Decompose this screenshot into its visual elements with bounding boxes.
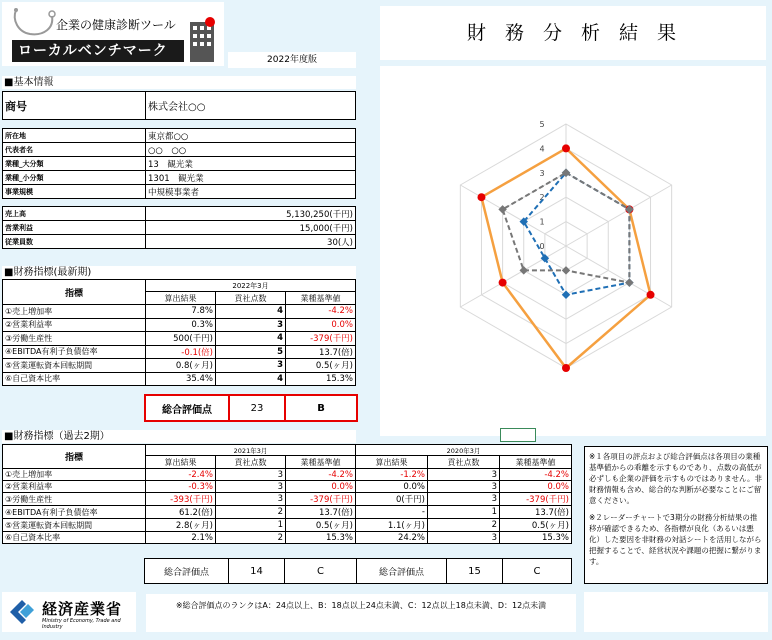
- financial-summary-table: [2, 206, 356, 249]
- past-indicator-name: ③労働生産性: [3, 493, 146, 506]
- radar-series-marker: [562, 144, 570, 152]
- latest-total-label: 総合評価点: [145, 395, 229, 421]
- blank-panel: [584, 592, 768, 632]
- past-row: [3, 493, 572, 506]
- radar-series-marker: [647, 291, 655, 299]
- latest-result: -0.1(倍): [146, 345, 216, 359]
- result-title: 財務分析結果: [380, 6, 766, 60]
- latest-result: 500(千円): [146, 332, 216, 346]
- latest-col-result: 算出結果: [146, 292, 216, 305]
- latest-period: 2022年3月: [146, 280, 356, 292]
- radar-scale-label: 3: [539, 168, 545, 178]
- past-b-col-bench: 業種基準値: [500, 456, 572, 469]
- latest-result: 0.8(ヶ月): [146, 359, 216, 373]
- past-a-bench: -379(千円): [286, 493, 356, 506]
- latest-score: 3: [216, 359, 286, 373]
- past-indicator-name: ⑤営業運転資本回転期間: [3, 519, 146, 532]
- past-b-score: 3: [428, 481, 500, 493]
- past-indicator-name: ④EBITDA有利子負債倍率: [3, 506, 146, 519]
- note-2: ※２レーダーチャートで3期分の財務分析結果の推移が確認できるため、各指標が良化（あるいは悪化）した要因を非財務の対話シートを活用しながら把握することで、経営状況や課題の把握に繋がります。: [589, 513, 762, 566]
- latest-bench: 13.7(倍): [286, 345, 356, 359]
- latest-section-title: ■財務指標(最新期): [2, 266, 356, 279]
- past-b-col-result: 算出結果: [356, 456, 428, 469]
- past-section-title: ■財務指標（過去2期）: [2, 430, 356, 443]
- past-b-bench: 0.5(ヶ月): [500, 519, 572, 532]
- past-b-total-label: 総合評価点: [357, 559, 447, 584]
- address-value: 東京都○○: [146, 129, 356, 143]
- latest-bench: -4.2%: [286, 305, 356, 319]
- past-b-result: -: [356, 506, 428, 519]
- past-b-result: 0(千円): [356, 493, 428, 506]
- selected-cell[interactable]: [500, 428, 536, 442]
- past-a-result: -0.3%: [146, 481, 216, 493]
- latest-bench: 0.5(ヶ月): [286, 359, 356, 373]
- rank-footnote: ※総合評価点のランクはA：24点以上、B：18点以上24点未満、C：12点以上18点未満、D：12点未満: [146, 594, 576, 632]
- past-a-score: 2: [216, 506, 286, 519]
- radar-series-marker: [477, 193, 485, 201]
- radar-scale-label: 0: [539, 242, 545, 251]
- past-indicators-table: [2, 444, 572, 544]
- past-a-col-bench: 業種基準値: [286, 456, 356, 469]
- radar-series-marker: [562, 266, 570, 274]
- meti-logo: [2, 592, 136, 632]
- building-icon: [188, 16, 216, 62]
- radar-series-marker: [562, 364, 570, 372]
- latest-col-score: 貢社点数: [216, 292, 286, 305]
- address-label: 所在地: [3, 129, 146, 143]
- latest-result: 7.8%: [146, 305, 216, 319]
- past-a-total-score: 14: [229, 559, 285, 584]
- radar-svg: [380, 66, 766, 436]
- radar-series-marker: [562, 291, 570, 299]
- past-b-bench: 13.7(倍): [500, 506, 572, 519]
- past-a-bench: 13.7(倍): [286, 506, 356, 519]
- latest-total-table: [144, 394, 358, 422]
- past-a-result: -393(千円): [146, 493, 216, 506]
- past-a-score: 3: [216, 481, 286, 493]
- latest-bench: 15.3%: [286, 372, 356, 386]
- past-b-bench: 15.3%: [500, 532, 572, 544]
- radar-scale-label: 4: [539, 144, 545, 154]
- past-a-score: 2: [216, 532, 286, 544]
- logo: [2, 2, 224, 66]
- latest-score: 4: [216, 332, 286, 346]
- past-row: [3, 469, 572, 481]
- latest-col-index: 指標: [3, 280, 146, 305]
- latest-result: 0.3%: [146, 318, 216, 332]
- radar-series-marker: [541, 254, 549, 262]
- industry-major-label: 業種_大分類: [3, 157, 146, 171]
- past-b-result: 24.2%: [356, 532, 428, 544]
- latest-row: [3, 345, 356, 359]
- past-b-bench: -4.2%: [500, 469, 572, 481]
- radar-scale-label: 5: [539, 120, 545, 129]
- radar-chart: [380, 66, 766, 436]
- past-b-total-rank: C: [503, 559, 572, 584]
- radar-series-marker: [625, 278, 633, 286]
- past-b-total-score: 15: [447, 559, 503, 584]
- past-a-col-result: 算出結果: [146, 456, 216, 469]
- latest-indicator-name: ⑥自己資本比率: [3, 372, 146, 386]
- past-a-result: -2.4%: [146, 469, 216, 481]
- latest-row: [3, 318, 356, 332]
- business-scale-label: 事業規模: [3, 185, 146, 199]
- basic-section-title: ■基本情報: [2, 76, 356, 89]
- edition-label: 2022年度版: [228, 52, 356, 68]
- note-1: ※１各項目の評点および総合評価点は各項目の業種基準値からの乖離を示すものであり、点数の高低が必ずしも企業の評価を示すものではありません。非財務情報も含め、総合的な判断が必要なことにご留意ください。: [589, 452, 762, 505]
- past-a-result: 2.1%: [146, 532, 216, 544]
- past-b-score: 3: [428, 493, 500, 506]
- employees-value: 30(人): [146, 235, 356, 249]
- latest-indicator-name: ②営業利益率: [3, 318, 146, 332]
- past-a-bench: 0.5(ヶ月): [286, 519, 356, 532]
- latest-row: [3, 372, 356, 386]
- company-table: [2, 91, 356, 120]
- radar-axis-line: [566, 185, 672, 246]
- past-b-result: -1.2%: [356, 469, 428, 481]
- latest-total-score: 23: [229, 395, 285, 421]
- radar-scale-label: 2: [539, 193, 545, 203]
- business-scale-value: 中規模事業者: [146, 185, 356, 199]
- past-row: [3, 519, 572, 532]
- latest-col-bench: 業種基準値: [286, 292, 356, 305]
- latest-score: 4: [216, 372, 286, 386]
- sales-label: 売上高: [3, 207, 146, 221]
- latest-indicator-name: ①売上増加率: [3, 305, 146, 319]
- past-a-bench: 15.3%: [286, 532, 356, 544]
- past-a-col-score: 貢社点数: [216, 456, 286, 469]
- past-period-b: 2020年3月: [356, 445, 572, 456]
- past-a-score: 3: [216, 493, 286, 506]
- past-indicator-name: ⑥自己資本比率: [3, 532, 146, 544]
- latest-score: 4: [216, 305, 286, 319]
- latest-score: 5: [216, 345, 286, 359]
- basic-info-table: [2, 128, 356, 199]
- latest-row: [3, 359, 356, 373]
- latest-result: 35.4%: [146, 372, 216, 386]
- past-col-index: 指標: [3, 445, 146, 469]
- meti-emblem-icon: [6, 596, 38, 628]
- past-a-result: 61.2(倍): [146, 506, 216, 519]
- past-total-table: [144, 558, 572, 584]
- past-a-bench: -4.2%: [286, 469, 356, 481]
- latest-row: [3, 305, 356, 319]
- past-b-result: 1.1(ヶ月): [356, 519, 428, 532]
- company-value: 株式会社○○: [146, 92, 356, 120]
- radar-series-marker: [499, 279, 507, 287]
- representative-label: 代表者名: [3, 143, 146, 157]
- past-a-score: 1: [216, 519, 286, 532]
- radar-series-line: [524, 173, 630, 295]
- sales-value: 5,130,250(千円): [146, 207, 356, 221]
- notes-box: [584, 446, 768, 584]
- past-row: [3, 506, 572, 519]
- representative-value: ○○ ○○: [146, 143, 356, 157]
- latest-indicators-table: [2, 279, 356, 386]
- latest-score: 3: [216, 318, 286, 332]
- past-a-total-rank: C: [285, 559, 357, 584]
- past-b-score: 1: [428, 506, 500, 519]
- industry-major-value: 13 観光業: [146, 157, 356, 171]
- past-b-col-score: 貢社点数: [428, 456, 500, 469]
- past-b-bench: 0.0%: [500, 481, 572, 493]
- radar-axis-line: [566, 246, 672, 307]
- radar-series-marker: [519, 266, 527, 274]
- past-a-score: 3: [216, 469, 286, 481]
- past-b-score: 3: [428, 532, 500, 544]
- logo-subtitle: 企業の健康診断ツール: [56, 18, 176, 32]
- company-label: 商号: [3, 92, 146, 120]
- latest-bench: 0.0%: [286, 318, 356, 332]
- radar-series-marker: [498, 205, 506, 213]
- meti-name: 経済産業省: [42, 600, 123, 618]
- industry-minor-label: 業種_小分類: [3, 171, 146, 185]
- past-a-result: 2.8(ヶ月): [146, 519, 216, 532]
- latest-indicator-name: ④EBITDA有利子負債倍率: [3, 345, 146, 359]
- latest-row: [3, 332, 356, 346]
- past-indicator-name: ②営業利益率: [3, 481, 146, 493]
- latest-indicator-name: ③労働生産性: [3, 332, 146, 346]
- operating-profit-label: 営業利益: [3, 221, 146, 235]
- past-indicator-name: ①売上増加率: [3, 469, 146, 481]
- past-b-bench: -379(千円): [500, 493, 572, 506]
- past-b-score: 2: [428, 519, 500, 532]
- past-period-a: 2021年3月: [146, 445, 356, 456]
- meti-subtitle: Ministry of Economy, Trade and Industry: [42, 618, 121, 630]
- latest-indicator-name: ⑤営業運転資本回転期間: [3, 359, 146, 373]
- operating-profit-value: 15,000(千円): [146, 221, 356, 235]
- past-a-total-label: 総合評価点: [145, 559, 229, 584]
- stethoscope-icon: [10, 6, 60, 40]
- radar-scale-label: 1: [539, 217, 545, 227]
- past-row: [3, 481, 572, 493]
- latest-total-rank: B: [317, 402, 325, 414]
- past-a-bench: 0.0%: [286, 481, 356, 493]
- past-b-result: 0.0%: [356, 481, 428, 493]
- industry-minor-value: 1301 観光業: [146, 171, 356, 185]
- logo-main-text: ローカルベンチマーク: [12, 40, 184, 62]
- past-b-score: 3: [428, 469, 500, 481]
- latest-bench: -379(千円): [286, 332, 356, 346]
- past-row: [3, 532, 572, 544]
- employees-label: 従業員数: [3, 235, 146, 249]
